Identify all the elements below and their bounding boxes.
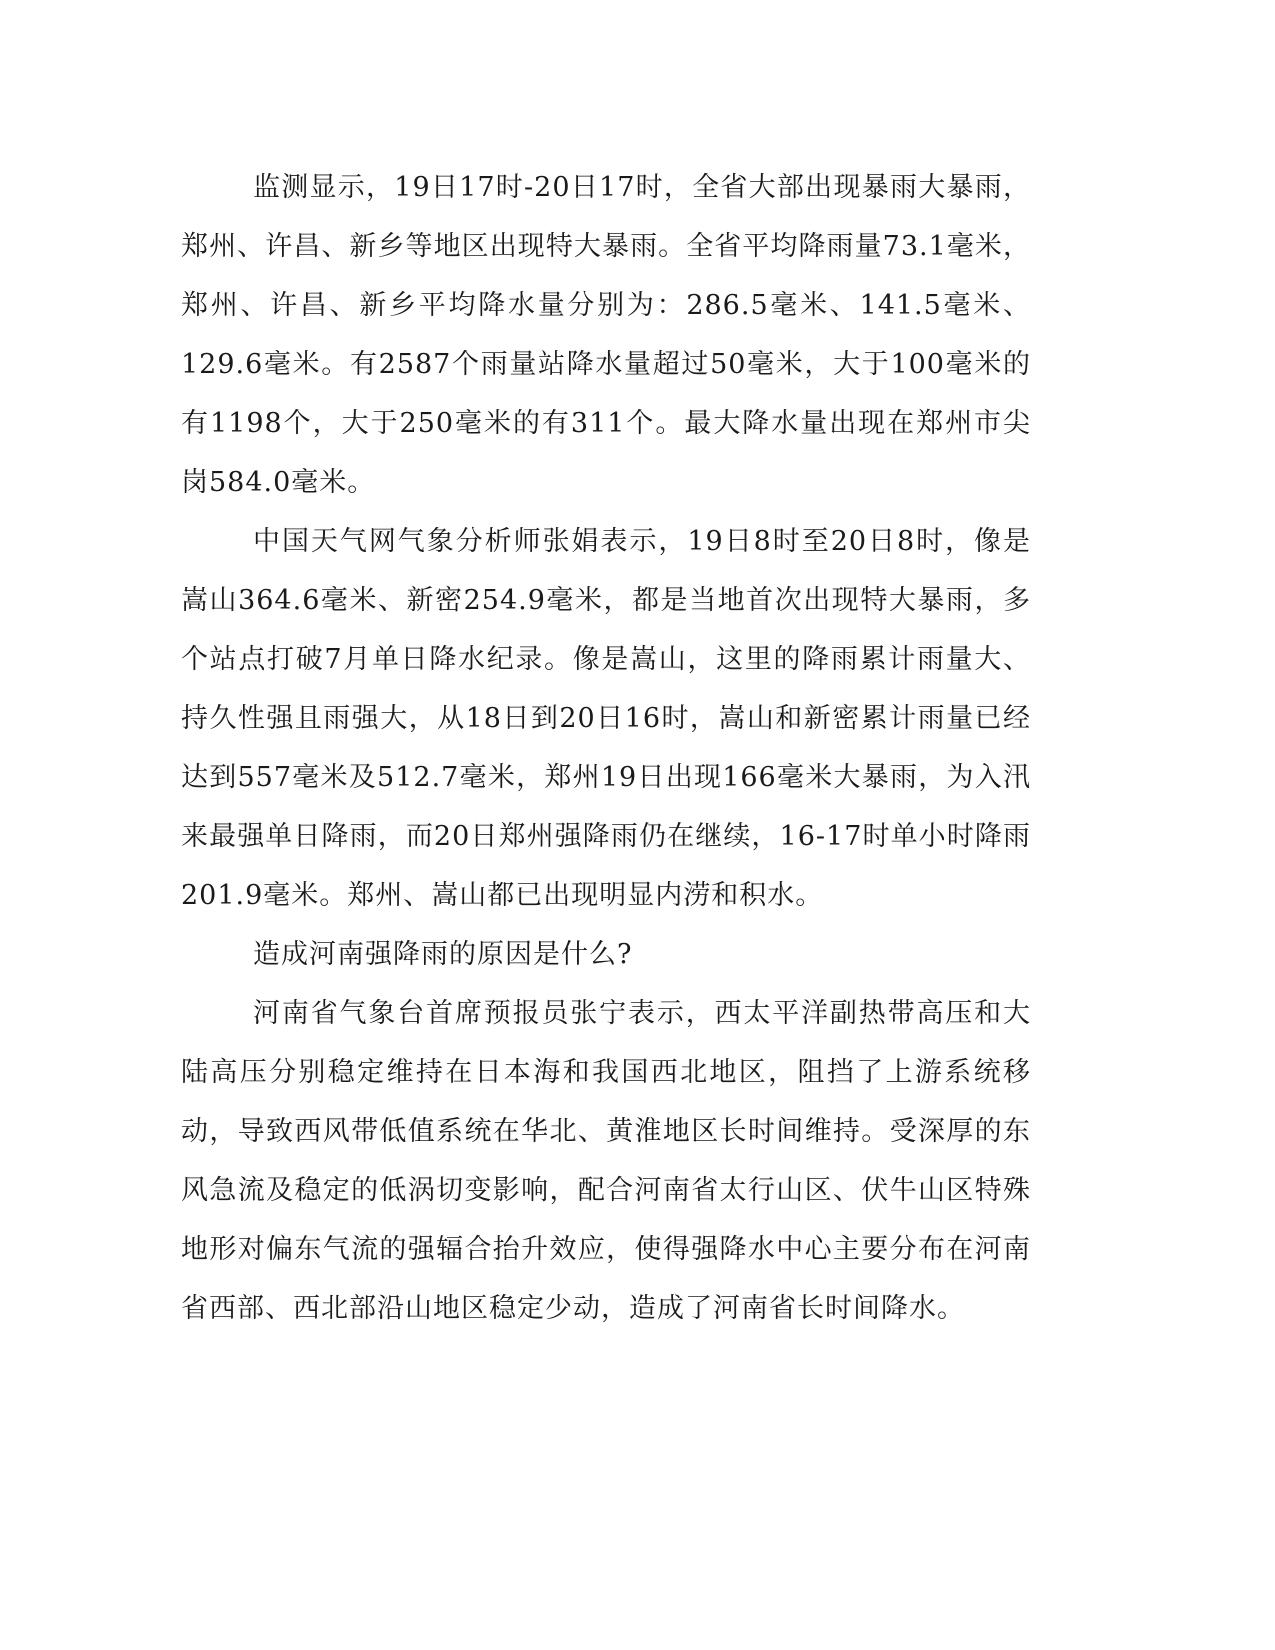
paragraph-forecaster-explanation: 河南省气象台首席预报员张宁表示，西太平洋副热带高压和大陆高压分别稳定维持在日本海和我国西北地区，阻挡了上游系统移动，导致西风带低值系统在华北、黄淮地区长时间维持。受深厚的东风急流及稳定的低涡切变影响，配合河南省太行山区、伏牛山区特殊地形对偏东气流的强辐合抬升效应，使得强降水中心主要分布在河南省西部、西北部沿山地区稳定少动，造成了河南省长时间降水。 — [181, 998, 1031, 1324]
paragraph-rainfall-monitoring: 监测显示，19日17时-20日17时，全省大部出现暴雨大暴雨，郑州、许昌、新乡等地区出现特大暴雨。全省平均降雨量73.1毫米，郑州、许昌、新乡平均降水量分别为：286.5毫米、141.5毫米、129.6毫米。有2587个雨量站降水量超过50毫米，大于100毫米的有1198个，大于250毫米的有311个。最大降水量出现在郑州市尖岗584.0毫米。 — [181, 172, 1031, 498]
document-body — [181, 158, 1031, 1338]
paragraph-cause-question: 造成河南强降雨的原因是什么? — [253, 939, 633, 970]
paragraph-analyst-statement: 中国天气网气象分析师张娟表示，19日8时至20日8时，像是嵩山364.6毫米、新密254.9毫米，都是当地首次出现特大暴雨，多个站点打破7月单日降水纪录。像是嵩山，这里的降雨累计雨量大、持久性强且雨强大，从18日到20日16时，嵩山和新密累计雨量已经达到557毫米及512.7毫米，郑州19日出现166毫米大暴雨，为入汛来最强单日降雨，而20日郑州强降雨仍在继续，16-17时单小时降雨201.9毫米。郑州、嵩山都已出现明显内涝和积水。 — [181, 526, 1031, 911]
